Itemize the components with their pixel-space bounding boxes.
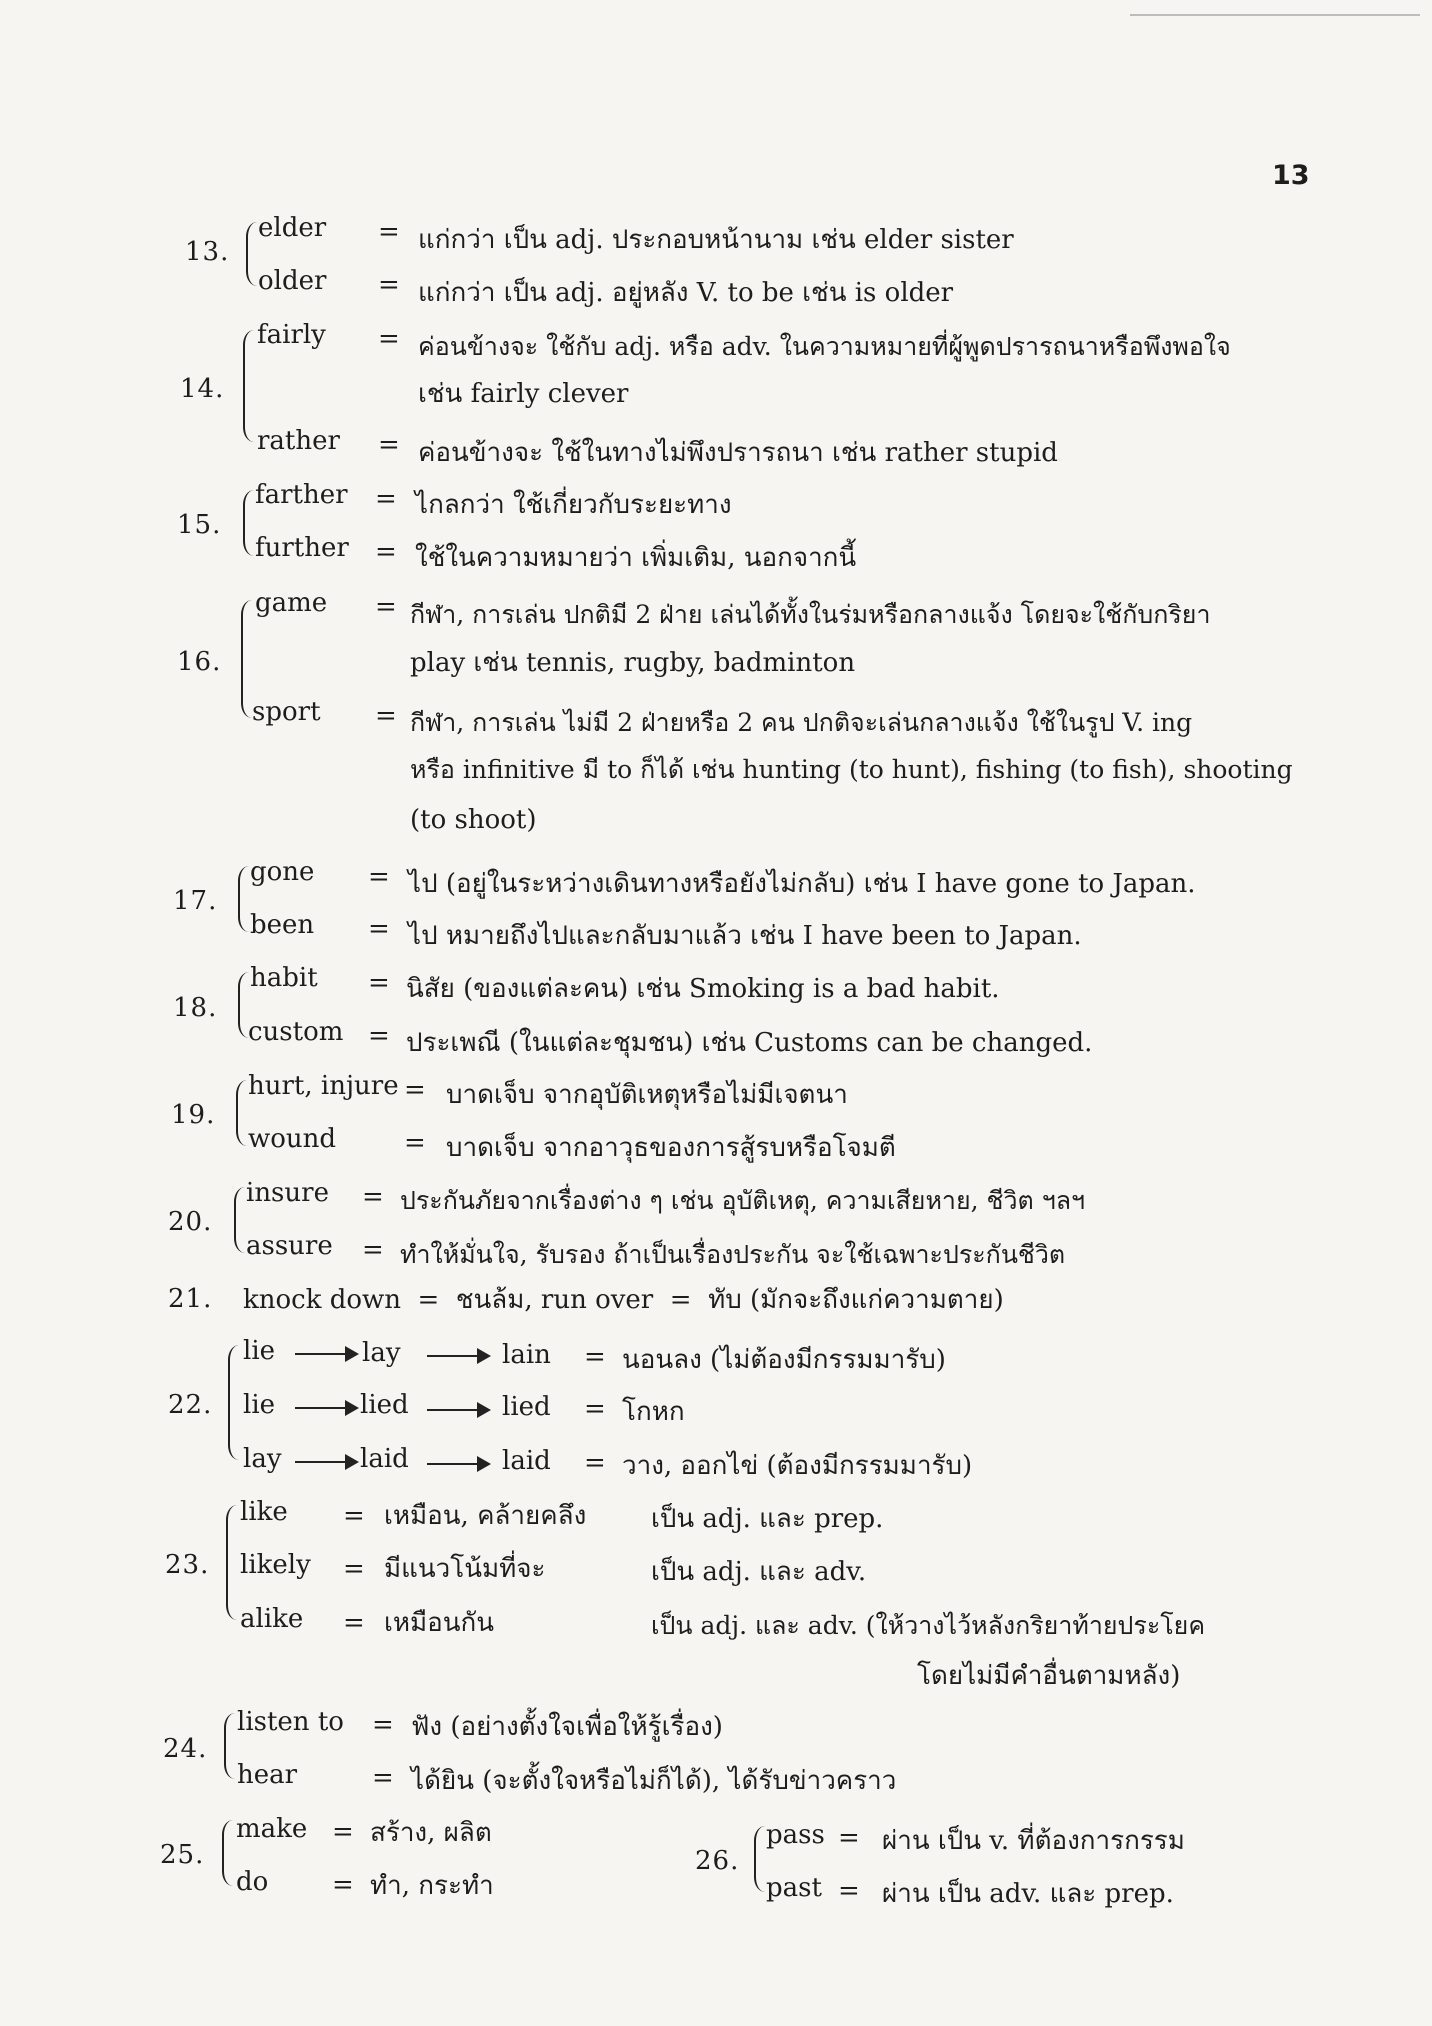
entry-number: 19. <box>171 1100 216 1130</box>
definition: แก่กว่า เป็น adj. อยู่หลัง V. to be เช่น is older <box>418 278 954 308</box>
definition-continued: เช่น fairly clever <box>418 379 629 409</box>
part-of-speech: เป็น adj. และ prep. <box>651 1504 884 1534</box>
arrow-icon <box>295 1461 355 1463</box>
entry-number: 21. <box>168 1284 213 1314</box>
term: gone <box>250 857 315 887</box>
part-of-speech: เป็น adj. และ adv. (ให้วางไว้หลังกริยาท้ายประโยค <box>651 1611 1206 1640</box>
entry-number: 18. <box>173 993 218 1023</box>
top-edge-line <box>1130 14 1420 16</box>
arrow-icon <box>427 1355 487 1357</box>
entry-number: 20. <box>168 1207 213 1237</box>
verb-participle: laid <box>502 1446 551 1476</box>
term: game <box>255 588 328 618</box>
definition: นิสัย (ของแต่ละคน) เช่น Smoking is a bad habit. <box>406 974 1000 1004</box>
term: insure <box>246 1178 329 1208</box>
definition: บาดเจ็บ จากอาวุธของการสู้รบหรือโจมตี <box>446 1133 896 1163</box>
definition: กีฬา, การเล่น ปกติมี 2 ฝ่าย เล่นได้ทั้งในร่มหรือกลางแจ้ง โดยจะใช้กับกริยา <box>410 600 1211 629</box>
note-continued: โดยไม่มีคำอื่นตามหลัง) <box>917 1661 1181 1691</box>
equals-sign: = <box>368 862 390 892</box>
brace <box>243 490 254 556</box>
entry-number: 15. <box>177 510 222 540</box>
part-of-speech: เป็น adj. และ adv. <box>651 1557 867 1587</box>
equals-sign: = <box>584 1394 606 1424</box>
term: make <box>236 1814 308 1844</box>
entry-number: 22. <box>168 1390 213 1420</box>
term: hurt, injure <box>248 1071 399 1101</box>
term: sport <box>252 697 321 727</box>
definition: ทำให้มั่นใจ, รับรอง ถ้าเป็นเรื่องประกัน จะใช้เฉพาะประกันชีวิต <box>400 1240 1066 1269</box>
term: farther <box>255 480 348 510</box>
meaning: เหมือนกัน <box>384 1608 495 1638</box>
equals-sign: = <box>375 484 397 514</box>
entry-text: knock down = ชนล้ม, run over = ทับ (มักจะถึงแก่ความตาย) <box>243 1285 1004 1315</box>
equals-sign: = <box>372 1710 394 1740</box>
equals-sign: = <box>838 1876 860 1906</box>
verb-past: laid <box>360 1444 409 1474</box>
verb-base: lie <box>243 1390 276 1420</box>
equals-sign: = <box>375 537 397 567</box>
term: elder <box>258 213 327 243</box>
term: assure <box>246 1231 333 1261</box>
term: alike <box>240 1604 304 1634</box>
definition: ผ่าน เป็น adv. และ prep. <box>882 1879 1174 1909</box>
entry-number: 23. <box>165 1550 210 1580</box>
meaning: มีแนวโน้มที่จะ <box>384 1554 546 1584</box>
entry-number: 25. <box>160 1840 205 1870</box>
term: habit <box>250 963 318 993</box>
definition: ไกลกว่า ใช้เกี่ยวกับระยะทาง <box>415 490 732 520</box>
definition: วาง, ออกไข่ (ต้องมีกรรมมารับ) <box>622 1451 973 1481</box>
term: custom <box>248 1017 344 1047</box>
term: past <box>766 1873 822 1903</box>
term: do <box>236 1867 269 1897</box>
equals-sign: = <box>584 1448 606 1478</box>
definition-continued: play เช่น tennis, rugby, badminton <box>410 648 856 678</box>
term: rather <box>257 426 340 456</box>
term: pass <box>766 1820 825 1850</box>
equals-sign: = <box>378 430 400 460</box>
definition: ค่อนข้างจะ ใช้ในทางไม่พึงปรารถนา เช่น rather stupid <box>418 438 1058 468</box>
equals-sign: = <box>332 1817 354 1847</box>
equals-sign: = <box>375 592 397 622</box>
entry-number: 24. <box>163 1734 208 1764</box>
equals-sign: = <box>368 1021 390 1051</box>
entry-number: 13. <box>185 237 230 267</box>
term: like <box>240 1497 288 1527</box>
equals-sign: = <box>332 1870 354 1900</box>
equals-sign: = <box>378 270 400 300</box>
term: further <box>255 533 349 563</box>
equals-sign: = <box>404 1075 426 1105</box>
term: likely <box>240 1550 311 1580</box>
definition: ผ่าน เป็น v. ที่ต้องการกรรม <box>882 1826 1185 1856</box>
equals-sign: = <box>404 1128 426 1158</box>
equals-sign: = <box>362 1235 384 1265</box>
verb-base: lay <box>243 1444 282 1474</box>
definition: นอนลง (ไม่ต้องมีกรรมมารับ) <box>622 1345 946 1375</box>
definition: ได้ยิน (จะตั้งใจหรือไม่ก็ได้), ได้รับข่าวคราว <box>411 1766 897 1796</box>
entry-number: 17. <box>173 886 218 916</box>
definition: ค่อนข้างจะ ใช้กับ adj. หรือ adv. ในความหมายที่ผู้พูดปรารถนาหรือพึงพอใจ <box>418 332 1231 361</box>
verb-past: lay <box>362 1338 401 1368</box>
entry-number: 26. <box>695 1846 740 1876</box>
definition: บาดเจ็บ จากอุบัติเหตุหรือไม่มีเจตนา <box>446 1080 848 1110</box>
definition: ใช้ในความหมายว่า เพิ่มเติม, นอกจากนี้ <box>415 543 857 573</box>
equals-sign: = <box>343 1554 365 1584</box>
definition: ประเพณี (ในแต่ละชุมชน) เช่น Customs can be changed. <box>406 1028 1093 1058</box>
equals-sign: = <box>584 1342 606 1372</box>
definition: ทำ, กระทำ <box>370 1871 494 1901</box>
term: older <box>258 266 327 296</box>
equals-sign: = <box>368 968 390 998</box>
equals-sign: = <box>362 1182 384 1212</box>
brace <box>222 1820 233 1886</box>
verb-past: lied <box>360 1390 409 1420</box>
verb-participle: lied <box>502 1392 551 1422</box>
arrow-icon <box>295 1407 355 1409</box>
brace <box>754 1826 765 1892</box>
equals-sign: = <box>343 1608 365 1638</box>
page-number: 13 <box>1272 160 1310 191</box>
term: wound <box>248 1124 337 1154</box>
brace <box>224 1713 235 1779</box>
brace <box>246 222 257 286</box>
equals-sign: = <box>372 1763 394 1793</box>
equals-sign: = <box>838 1823 860 1853</box>
definition: ไป (อยู่ในระหว่างเดินทางหรือยังไม่กลับ) เช่น I have gone to Japan. <box>408 869 1196 899</box>
definition: โกหก <box>622 1397 685 1427</box>
arrow-icon <box>295 1353 355 1355</box>
definition-continued: (to shoot) <box>410 805 537 835</box>
verb-participle: lain <box>502 1340 551 1370</box>
term: fairly <box>257 320 326 350</box>
brace <box>241 600 252 718</box>
definition: ฟัง (อย่างตั้งใจเพื่อให้รู้เรื่อง) <box>411 1712 723 1742</box>
brace <box>236 1080 247 1146</box>
term: listen to <box>237 1707 344 1737</box>
definition: กีฬา, การเล่น ไม่มี 2 ฝ่ายหรือ 2 คน ปกติจะเล่นกลางแจ้ง ใช้ในรูป V. ing <box>410 708 1193 737</box>
brace <box>226 1505 237 1620</box>
definition: ไป หมายถึงไปและกลับมาแล้ว เช่น I have been to Japan. <box>408 921 1082 951</box>
brace <box>238 866 249 932</box>
equals-sign: = <box>378 217 400 247</box>
definition: ประกันภัยจากเรื่องต่าง ๆ เช่น อุบัติเหตุ, ความเสียหาย, ชีวิต ฯลฯ <box>400 1186 1086 1215</box>
brace <box>243 330 254 442</box>
brace <box>228 1345 239 1460</box>
equals-sign: = <box>343 1501 365 1531</box>
entry-number: 16. <box>177 647 222 677</box>
entry-number: 14. <box>180 374 225 404</box>
definition: สร้าง, ผลิต <box>370 1818 492 1848</box>
equals-sign: = <box>378 324 400 354</box>
brace <box>234 1187 245 1253</box>
term: hear <box>237 1760 298 1790</box>
arrow-icon <box>427 1409 487 1411</box>
equals-sign: = <box>375 701 397 731</box>
meaning: เหมือน, คล้ายคลึง <box>384 1501 587 1531</box>
equals-sign: = <box>368 914 390 944</box>
definition: แก่กว่า เป็น adj. ประกอบหน้านาม เช่น elder sister <box>418 225 1014 255</box>
term: been <box>250 910 315 940</box>
verb-base: lie <box>243 1336 276 1366</box>
definition-continued: หรือ infinitive มี to ก็ได้ เช่น hunting (to hunt), fishing (to fish), shooting <box>410 755 1293 784</box>
arrow-icon <box>427 1463 487 1465</box>
